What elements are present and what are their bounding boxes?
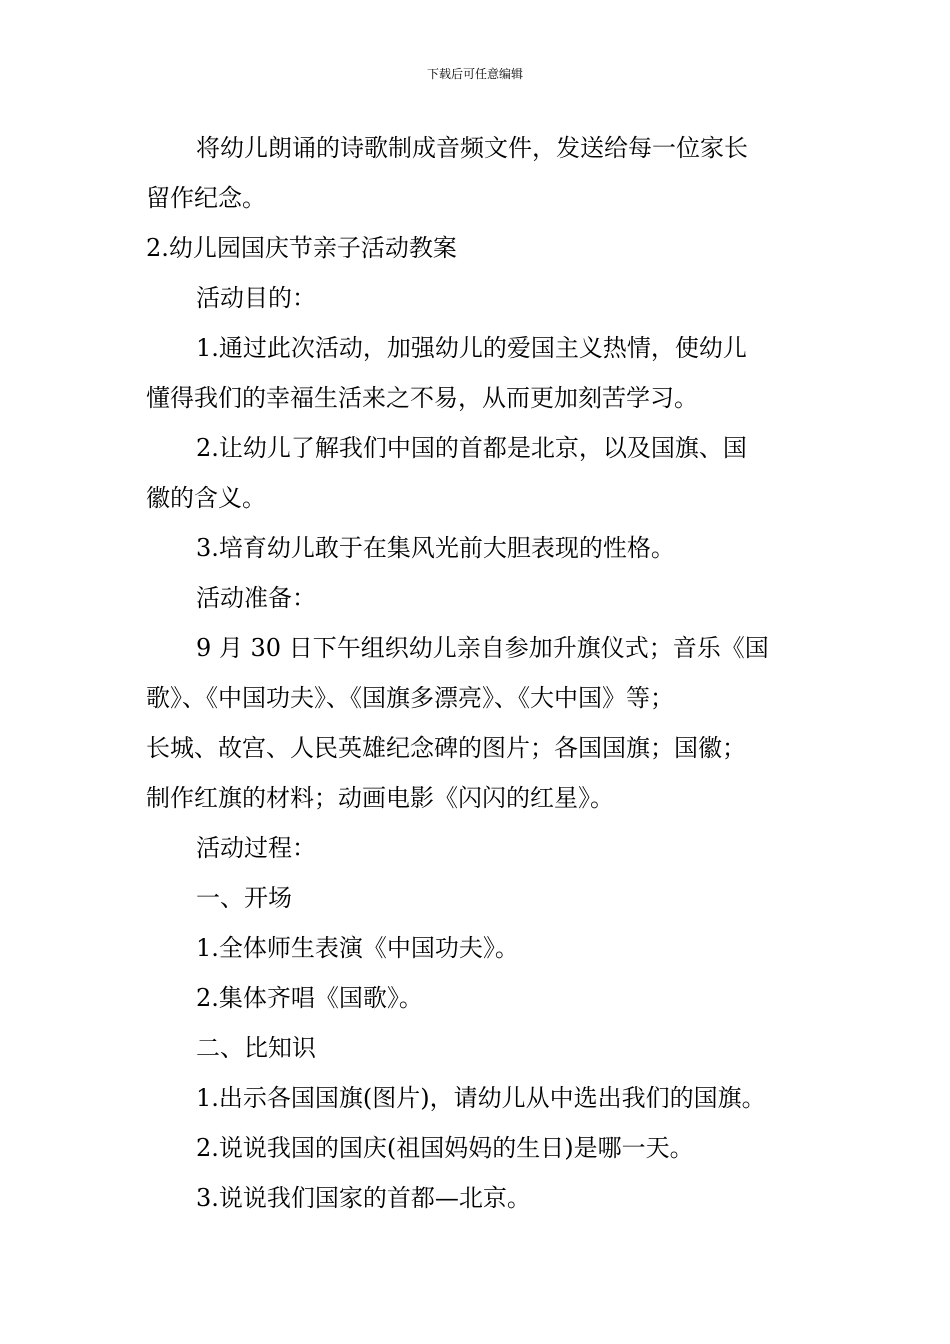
list-item: 1.出示各国国旗(图片)，请幼儿从中选出我们的国旗。	[196, 1084, 766, 1112]
paragraph-line: 将幼儿朗诵的诗歌制成音频文件，发送给每一位家长	[196, 134, 748, 162]
list-item: 2.集体齐唱《国歌》。	[196, 984, 423, 1012]
paragraph-line: 2.让幼儿了解我们中国的首都是北京，以及国旗、国	[196, 434, 747, 462]
subsection-heading: 二、比知识	[196, 1034, 316, 1062]
paragraph-line: 9 月 30 日下午组织幼儿亲自参加升旗仪式；音乐《国	[196, 634, 769, 662]
subsection-heading: 活动过程：	[196, 834, 316, 862]
subsection-heading: 活动目的：	[196, 284, 316, 312]
paragraph-line: 徽的含义。	[146, 484, 266, 512]
subsection-heading: 活动准备：	[196, 584, 316, 612]
list-item: 2.说说我国的国庆(祖国妈妈的生日)是哪一天。	[196, 1134, 694, 1162]
subsection-heading: 一、开场	[196, 884, 292, 912]
paragraph-line: 3.培育幼儿敢于在集风光前大胆表现的性格。	[196, 534, 675, 562]
paragraph-line: 懂得我们的幸福生活来之不易，从而更加刻苦学习。	[146, 384, 698, 412]
paragraph-line: 制作红旗的材料；动画电影《闪闪的红星》。	[146, 784, 614, 812]
document-body	[146, 123, 806, 1223]
list-item: 1.全体师生表演《中国功夫》。	[196, 934, 519, 962]
paragraph-line: 留作纪念。	[146, 184, 266, 212]
paragraph-line: 1.通过此次活动，加强幼儿的爱国主义热情，使幼儿	[196, 334, 747, 362]
section-heading: 2.幼儿园国庆节亲子活动教案	[146, 234, 457, 262]
page-header: 下载后可任意编辑	[426, 67, 523, 81]
paragraph-line: 歌》、《中国功夫》、《国旗多漂亮》、《大中国》等；	[146, 684, 674, 712]
paragraph-line: 长城、故宫、人民英雄纪念碑的图片；各国国旗；国徽；	[146, 734, 746, 762]
list-item: 3.说说我们国家的首都—北京。	[196, 1184, 531, 1212]
